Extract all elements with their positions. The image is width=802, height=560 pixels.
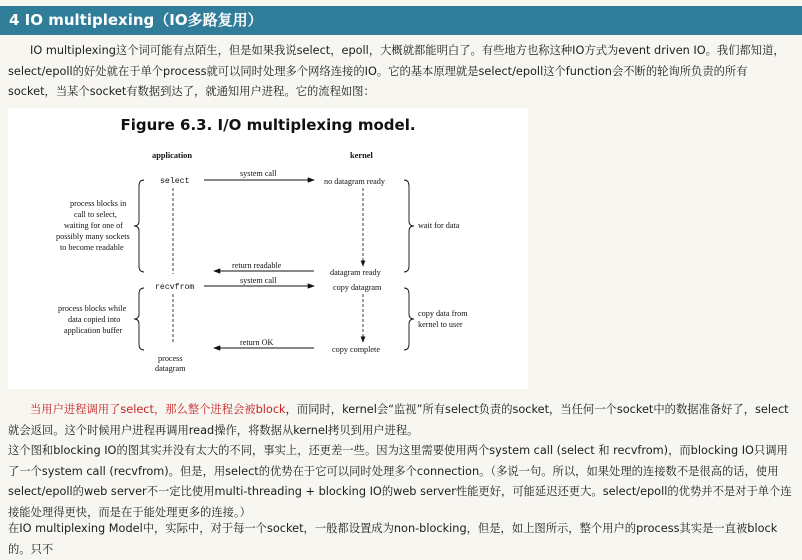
right-note-2-line-1: copy data from — [418, 309, 468, 318]
arrow-return-ok-label: return OK — [240, 338, 274, 347]
highlighted-text: 当用户进程调用了select，那么整个进程会被block — [30, 403, 286, 416]
right-brace-2 — [404, 288, 414, 350]
paragraph-text: ，而同时，kernel会“监视”所有select负责的socket，当任何一个socket中的数据准备好了，select就会返回。这个时候用户进程再调用read操作，将数据从kernel拷贝到用户进程。 — [8, 403, 789, 437]
left-brace-1 — [134, 180, 144, 272]
kernel-copy-datagram: copy datagram — [333, 283, 382, 292]
arrow-system-call-2-label: system call — [240, 276, 277, 285]
left-note-1-line-4: possibly many sockets — [56, 232, 130, 241]
app-process-label: process — [158, 354, 183, 363]
arrow-system-call-1-label: system call — [240, 169, 277, 178]
right-note-wait-for-data: wait for data — [418, 221, 460, 230]
comparison-paragraph: 这个图和blocking IO的图其实并没有太大的不同，事实上，还更差一些。因为这里需要使用两个system call (select 和 recvfrom)，而blocking IO只调用了一个system call (recvfrom)。但是，用select的优势在于它可以同时处理多个connection。（多说一句。所以，如果处理的连接数不是很高的话，使用select/epoll的web server不一定比使用multi-threading + blocking IO的web server性能更好，可能延迟还更大。select/epoll的优势并不是对于单个连接能处理得更快，而是在于能处理更多的连接。） — [8, 444, 792, 519]
left-note-2-line-2: data copied into — [68, 315, 121, 324]
column-application: application — [152, 151, 193, 160]
io-multiplexing-figure — [8, 108, 528, 389]
kernel-datagram-ready: datagram ready — [330, 268, 381, 277]
io-multiplexing-diagram — [8, 108, 528, 389]
right-brace-1 — [404, 180, 414, 272]
left-note-1-line-3: waiting for one of — [64, 221, 123, 230]
left-note-1-line-2: call to select, — [74, 210, 117, 219]
left-brace-2 — [134, 288, 144, 350]
app-datagram-label: datagram — [155, 364, 186, 373]
left-note-1-line-5: to become readable — [60, 243, 124, 252]
arrow-return-readable-label: return readable — [232, 261, 282, 270]
app-select-label: select — [160, 177, 190, 186]
model-paragraph: 在IO multiplexing Model中，实际中，对于每一个socket，一般都设置成为non-blocking，但是，如上图所示，整个用户的process其实是一直被block的。只不 — [8, 522, 778, 556]
intro-paragraph: IO multiplexing这个词可能有点陌生，但是如果我说select，epoll，大概就都能明白了。有些地方也称这种IO方式为event driven IO。我们都知道，select/epoll的好处就在于单个process就可以同时处理多个网络连接的IO。它的基本原理就是select/epoll这个function会不断的轮询所负责的所有socket，当某个socket有数据到达了，就通知用户进程。它的流程如图： — [8, 44, 785, 98]
left-note-2-line-3: application buffer — [64, 326, 123, 335]
kernel-copy-complete: copy complete — [332, 345, 380, 354]
app-recvfrom-label: recvfrom — [155, 283, 195, 292]
section-heading: 4 IO multiplexing（IO多路复用） — [0, 6, 802, 35]
column-kernel: kernel — [350, 151, 373, 160]
left-note-1-line-1: process blocks in — [70, 199, 127, 208]
select-block-paragraph — [8, 400, 794, 441]
right-note-2-line-2: kernel to user — [418, 320, 463, 329]
figure-title: Figure 6.3. I/O multiplexing model. — [120, 116, 416, 134]
kernel-no-datagram-ready: no datagram ready — [324, 177, 385, 186]
left-note-2-line-1: process blocks while — [58, 304, 127, 313]
